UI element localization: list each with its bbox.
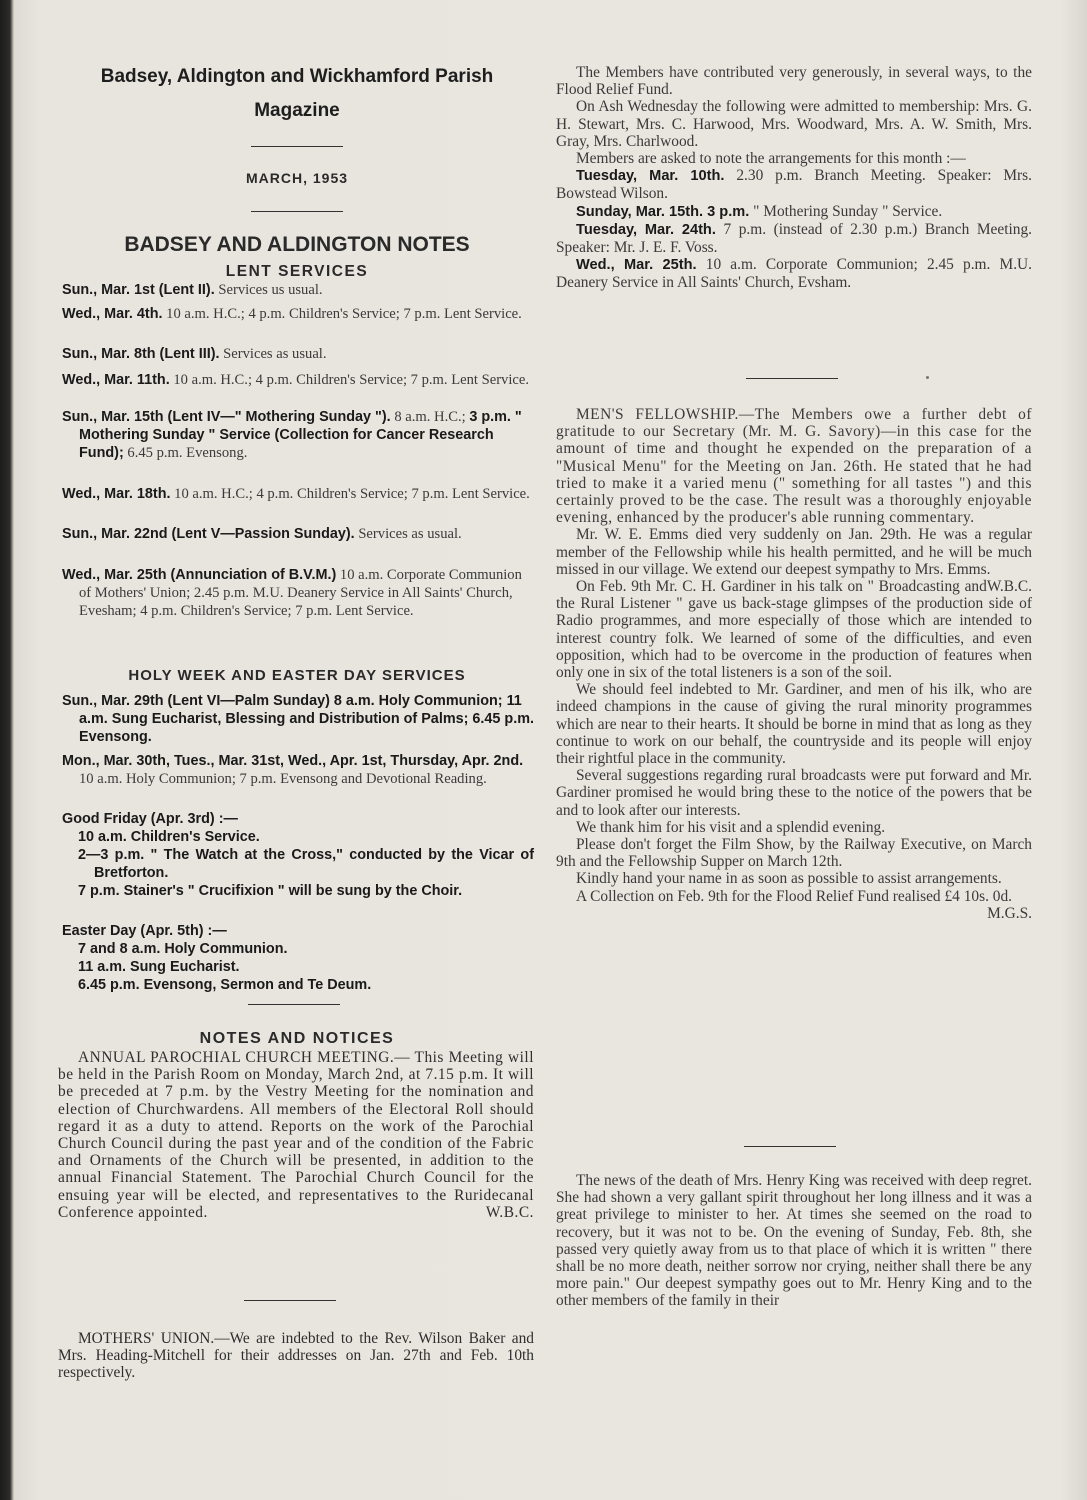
- collection-paragraph: A Collection on Feb. 9th for the Flood Relief Fund realised £4 10s. 0d. M.G.S.: [576, 887, 1032, 922]
- issue-date: MARCH, 1953: [245, 170, 349, 186]
- divider-rule: [744, 1146, 836, 1147]
- mothers-union-continued: The Members have contributed very generously, in several ways, to the Flood Relief Fund. On Ash Wednesday the following were admitted to membership: Mrs. G. H. Stewart, Mrs. C. Harwood, Mrs. Woodward, Mrs. A. W. Smith, Mrs. Gray, Mrs. Charlwood. Members are asked to note the arrangements for this month :— Tuesday, Mar. 10th. 2.30 p.m. Branch Meeting. Speaker: Mrs. Bowstead Wilson. Sunday, Mar. 15th. 3 p.m. " Mothering Sunday " Service. Tuesday, Mar. 24th. 7 p.m. (instead of 2.30 p.m.) Branch Meeting. Speaker: Mr. J. E. F. Voss. Wed., Mar. 25th. 10 a.m. Corporate Communion; 2.45 p.m. M.U. Deanery Service in All Saints' Church, Evsham.: [556, 64, 1033, 292]
- divider-rule: [248, 1004, 340, 1005]
- good-friday-item: 7 p.m. Stainer's " Crucifixion " will be sung by the Choir.: [78, 883, 463, 899]
- mon-thu-entry: Mon., Mar. 30th, Tues., Mar. 31st, Wed., Apr. 1st, Thursday, Apr. 2nd. 10 a.m. Holy Communion; 7 p.m. Evensong and Devotional Reading.: [62, 753, 524, 787]
- mu-date-entry: Tuesday, Mar. 24th. 7 p.m. (instead of 2.30 p.m.) Branch Meeting. Speaker: Mr. J. E. F. Voss.: [556, 220, 1032, 257]
- lent-entry-5: Sun., Mar. 15th (Lent IV—" Mothering Sunday "). 8 a.m. H.C.; 3 p.m. " Mothering Sunday " Service (Collection for Cancer Research Fund); 6.45 p.m. Evensong.: [62, 409, 522, 461]
- lent-services-heading: LENT SERVICES: [225, 263, 369, 280]
- mu-date-entry: Tuesday, Mar. 10th. 2.30 p.m. Branch Meeting. Speaker: Mrs. Bowstead Wilson.: [556, 167, 1032, 203]
- divider-rule: [251, 211, 343, 212]
- mothers-union-paragraph: MOTHERS' UNION.—We are indebted to the Rev. Wilson Baker and Mrs. Heading-Mitchell for their addresses on Jan. 27th and Feb. 10th respectively.: [58, 1330, 534, 1382]
- good-friday-item: 10 a.m. Children's Service.: [78, 829, 260, 845]
- good-friday-heading: Good Friday (Apr. 3rd) :—: [62, 811, 238, 827]
- lent-entry-4: Wed., Mar. 11th. 10 a.m. H.C.; 4 p.m. Children's Service; 7 p.m. Lent Service.: [62, 372, 530, 388]
- lent-entry-2: Wed., Mar. 4th. 10 a.m. H.C.; 4 p.m. Children's Service; 7 p.m. Lent Service.: [62, 306, 522, 322]
- lent-entry-3: Sun., Mar. 8th (Lent III). Services as usual.: [62, 346, 327, 362]
- signature: W.B.C.: [986, 578, 1032, 596]
- easter-item: 11 a.m. Sung Eucharist.: [78, 959, 240, 975]
- magazine-title-line1: Badsey, Aldington and Wickhamford Parish: [100, 66, 494, 87]
- henry-king-paragraph: The news of the death of Mrs. Henry King was received with deep regret. She had shown a very gallant spirit throughout her long illness and it was a great privilege to minister to her. At times she seemed on the road to recovery, but it was not to be. On the evening of Sunday, Feb. 8th, she passed very quietly away from us to that place of which it is written " there shall be no more death, neither sorrow nor crying, neither shall there be any more pain." Our deepest sympathy goes out to Mr. Henry King and to the other members of the family in their: [556, 1172, 1032, 1310]
- divider-rule: [746, 378, 838, 379]
- easter-item: 7 and 8 a.m. Holy Communion.: [78, 941, 288, 957]
- holy-week-heading: HOLY WEEK AND EASTER DAY SERVICES: [128, 667, 466, 684]
- lent-entry-8: Wed., Mar. 25th (Annunciation of B.V.M.) 10 a.m. Corporate Communion of Mothers' Union; 2.45 p.m. M.U. Deanery Service in All Saints' Church, Evesham; 4 p.m. Children's Service; 7 p.m. Lent Service.: [62, 567, 522, 619]
- signature: W.B.C.: [485, 1203, 534, 1221]
- speck: [926, 376, 929, 379]
- divider-rule: [244, 1300, 336, 1301]
- easter-day-heading: Easter Day (Apr. 5th) :—: [62, 923, 227, 939]
- lent-entry-1: Sun., Mar. 1st (Lent II). Services us usual.: [62, 282, 323, 298]
- badsey-notes-heading: BADSEY AND ALDINGTON NOTES: [124, 233, 470, 256]
- notices-heading: NOTES AND NOTICES: [199, 1030, 395, 1047]
- signature: M.G.S.: [987, 904, 1032, 922]
- lent-entry-7: Sun., Mar. 22nd (Lent V—Passion Sunday). Services as usual.: [62, 526, 462, 542]
- divider-rule: [251, 146, 343, 147]
- palm-sunday-entry: Sun., Mar. 29th (Lent VI—Palm Sunday) 8 a.m. Holy Communion; 11 a.m. Sung Eucharist, Blessing and Distribution of Palms; 6.45 p.m. Evensong.: [62, 693, 534, 745]
- emms-paragraph: Mr. W. E. Emms died very suddenly on Jan. 29th. He was a regular member of the Fellowship while his health permitted, and he will be much missed in our village. We extend our deepest sympathy to Mrs. Emms. W.B.C.: [556, 526, 1032, 596]
- good-friday-item: 2—3 p.m. " The Watch at the Cross," conducted by the Vicar of Bretforton.: [78, 847, 534, 881]
- mu-date-entry: Wed., Mar. 25th. 10 a.m. Corporate Communion; 2.45 p.m. M.U. Deanery Service in All Saints' Church, Evsham.: [556, 256, 1033, 292]
- easter-item: 6.45 p.m. Evensong, Sermon and Te Deum.: [78, 977, 372, 993]
- mu-date-entry: Sunday, Mar. 15th. 3 p.m. " Mothering Sunday " Service.: [576, 202, 943, 220]
- mens-fellowship-section: MEN'S FELLOWSHIP.—The Members owe a further debt of gratitude to our Secretary (Mr. M. G. Savory)—in this case for the amount of time and thought he expended on the preparation of a "Musical Menu" for the Meeting on Jan. 26th. He stated that he had tried to make it a varied menu (" something for all tastes ") and this certainly proved to be the case. The result was a thoroughly enjoyable evening, enhanced by the producer's able running commentary. Mr. W. E. Emms died very suddenly on Jan. 29th. He was a regular member of the Fellowship while his health permitted, and he will be much missed in our village. We extend our deepest sympathy to Mrs. Emms. W.B.C. On Feb. 9th Mr. C. H. Gardiner in his talk on " Broadcasting and the Rural Listener " gave us back-stage glimpses of the production side of Radio programmes, and more especially of those which are intended to interest country folk. We learned of some of the difficulties, and even opposition, which had to be overcome in the production of features when only one in six of the total listeners is a son of the soil. We should feel indebted to Mr. Gardiner, and men of his ilk, who are indeed champions in the cause of giving the rural minority programmes which are near to their hearts. It should be borne in mind that as long as they continue to work on our behalf, the countryside and its people will enjoy their rightful place in the community. Several suggestions regarding rural broadcasts were put forward and Mr. Gardiner promised he would bring these to the notice of the powers that be and to look after our interests. We thank him for his visit and a splendid evening. Please don't forget the Film Show, by the Railway Executive, on March 9th and the Fellowship Supper on March 12th. Kindly hand your name in as soon as possible to assist arrangements. A Collection on Feb. 9th for the Flood Relief Fund realised £4 10s. 0d. M.G.S.: [556, 406, 1032, 922]
- lent-entry-6: Wed., Mar. 18th. 10 a.m. H.C.; 4 p.m. Children's Service; 7 p.m. Lent Service.: [62, 486, 530, 502]
- magazine-title-line2: Magazine: [254, 100, 340, 121]
- apcm-paragraph: ANNUAL PAROCHIAL CHURCH MEETING.— This Meeting will be held in the Parish Room on Monday, March 2nd, at 7.15 p.m. It will be preceded at 7 p.m. by the Vestry Meeting for the nomination and election of Churchwardens. All members of the Electoral Roll should regard it as a duty to attend. Reports on the work of the Parochial Church Council during the past year and of the condition of the Fabric and Ornaments of the Church will be presented, in addition to the annual Financial Statement. The Parochial Church Council for the ensuing year will be elected, and representatives to the Ruridecanal Conference appointed. W.B.C.: [58, 1049, 534, 1221]
